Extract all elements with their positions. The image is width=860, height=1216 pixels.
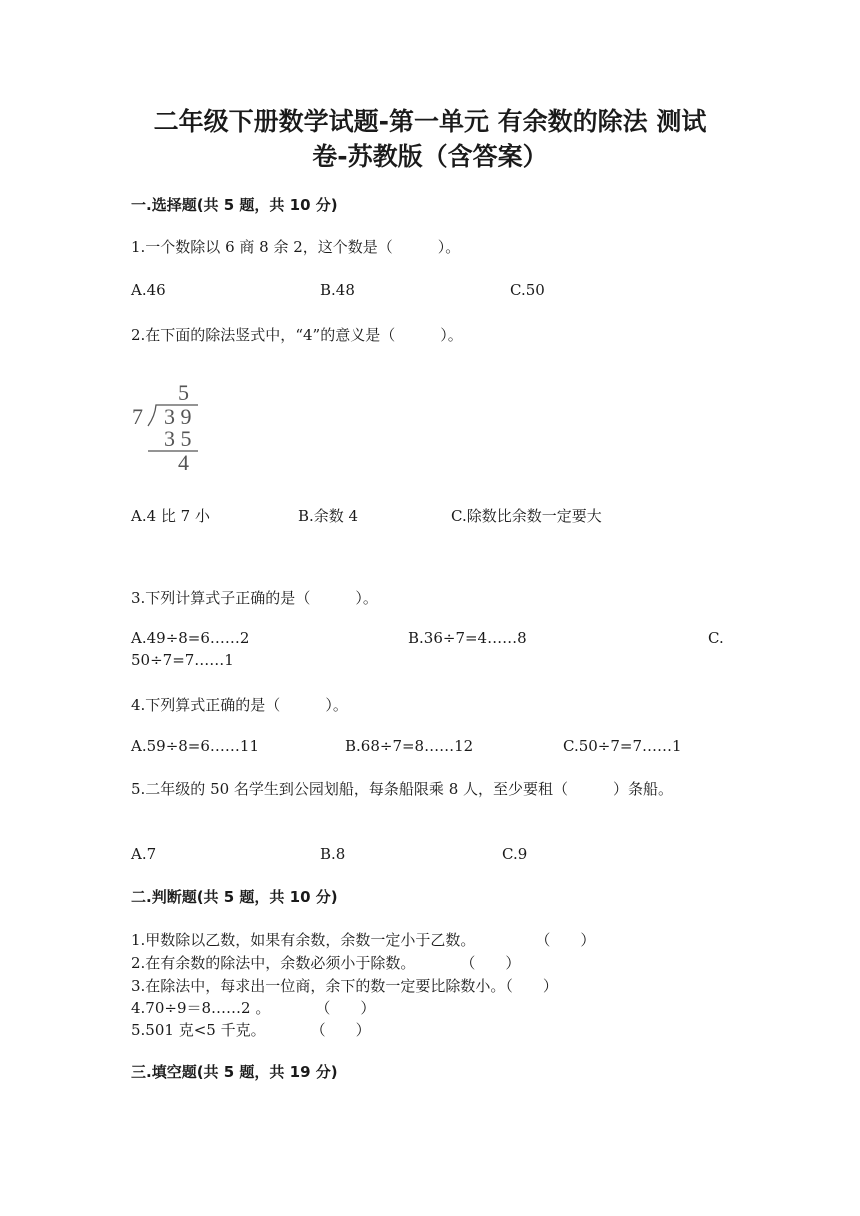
question-5: 5.二年级的 50 名学生到公园划船，每条船限乘 8 人，至少要租（ ）条船。: [131, 780, 674, 798]
judge-item-1: 1.甲数除以乙数，如果有余数，余数一定小于乙数。 （ ）: [131, 931, 596, 949]
q2-option-c: C.除数比余数一定要大: [451, 507, 602, 525]
q1-option-b: B.48: [320, 281, 355, 299]
section-fill-heading: 三.填空题(共 5 题，共 19 分): [131, 1063, 338, 1081]
q3-option-c-value: 50÷7=7……1: [131, 651, 234, 669]
q5-option-b: B.8: [320, 845, 346, 863]
q4-option-b: B.68÷7=8……12: [345, 737, 474, 755]
q2-option-a: A.4 比 7 小: [131, 507, 210, 525]
q5-option-a: A.7: [131, 845, 157, 863]
question-3: 3.下列计算式子正确的是（ ）。: [131, 589, 378, 607]
question-2: 2.在下面的除法竖式中，“4”的意义是（ ）。: [131, 326, 463, 344]
section-choice-heading: 一.选择题(共 5 题，共 10 分): [131, 196, 338, 214]
q4-option-a: A.59÷8=6……11: [131, 737, 259, 755]
title-line-2: 卷-苏教版（含答案）: [312, 142, 548, 171]
q3-option-b: B.36÷7=4……8: [408, 629, 527, 647]
long-division-figure: [128, 380, 208, 476]
q1-option-a: A.46: [131, 281, 166, 299]
division-divisor: 7: [132, 404, 143, 429]
division-dividend: 3 9: [164, 404, 192, 429]
q5-option-c: C.9: [502, 845, 528, 863]
division-product: 3 5: [164, 426, 192, 451]
division-remainder: 4: [178, 450, 189, 475]
division-quotient: 5: [178, 380, 189, 405]
q1-option-c: C.50: [510, 281, 545, 299]
judge-item-3: 3.在除法中，每求出一位商，余下的数一定要比除数小。（ ）: [131, 977, 558, 995]
q2-option-b: B.余数 4: [298, 507, 359, 525]
judge-item-4: 4.70÷9＝8……2 。 （ ）: [131, 999, 376, 1017]
title-line-1: 二年级下册数学试题-第一单元 有余数的除法 测试: [153, 107, 707, 136]
q3-option-a: A.49÷8=6……2: [131, 629, 250, 647]
section-judge-heading: 二.判断题(共 5 题，共 10 分): [131, 888, 338, 906]
question-1: 1.一个数除以 6 商 8 余 2，这个数是（ ）。: [131, 238, 461, 256]
question-4: 4.下列算式正确的是（ ）。: [131, 696, 348, 714]
page-title: [100, 104, 760, 174]
q4-option-c: C.50÷7=7……1: [563, 737, 682, 755]
judge-item-2: 2.在有余数的除法中，余数必须小于除数。 （ ）: [131, 954, 521, 972]
q3-option-c-label: C.: [708, 629, 724, 647]
judge-item-5: 5.501 克<5 千克。 （ ）: [131, 1021, 371, 1039]
